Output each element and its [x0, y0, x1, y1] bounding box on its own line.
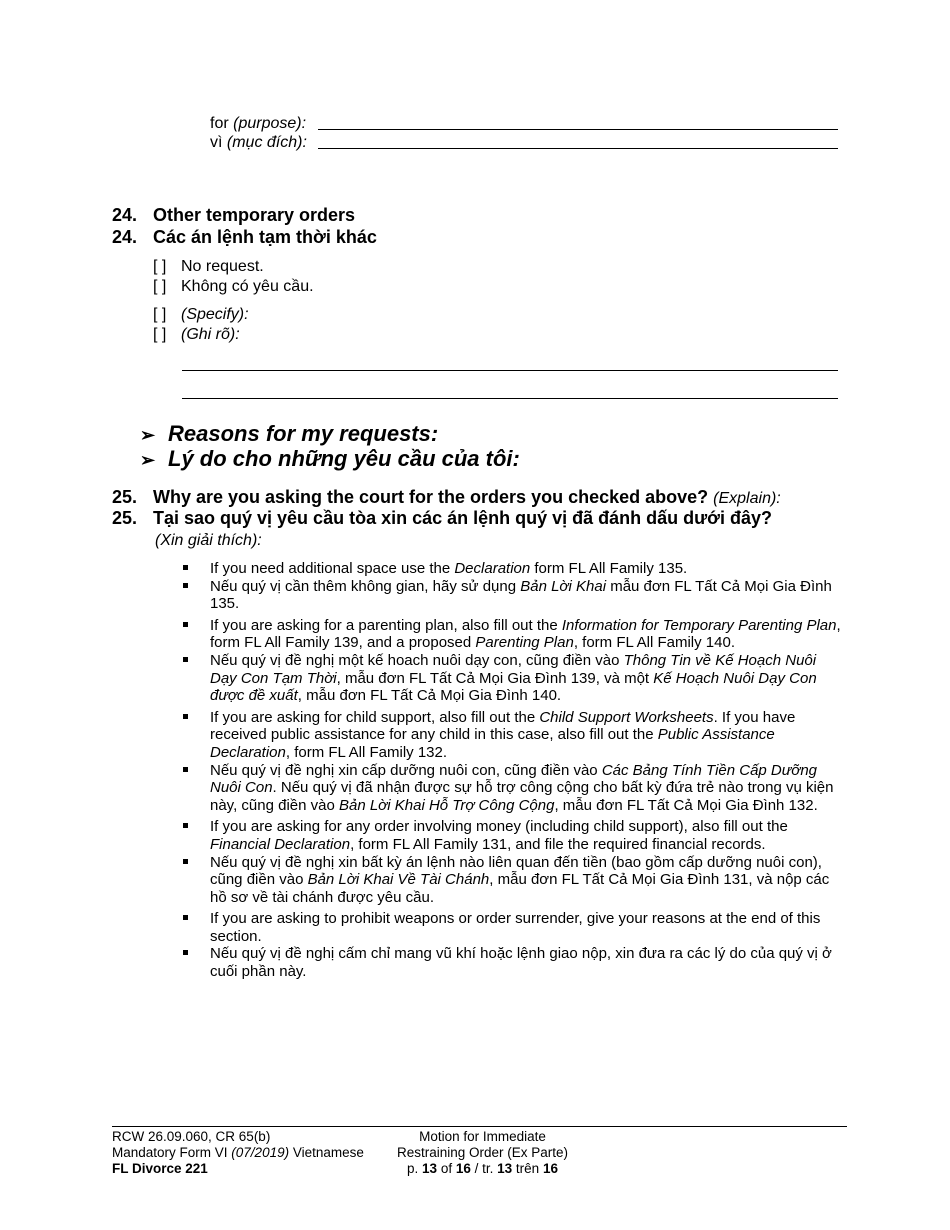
- footer-page-number: [370, 1161, 595, 1177]
- page-num-vi: 13: [497, 1161, 513, 1176]
- purpose-prefix-vi: vì: [210, 134, 227, 151]
- bullet-text: , mẫu đơn FL Tất Cả Mọi Gia Đình 131, và nộp các hồ sơ về tài chánh được yêu cầu.: [210, 871, 830, 906]
- item-25-title-en: [153, 487, 781, 509]
- bullet-italic-text: Parenting Plan: [475, 634, 574, 652]
- bullet-text: . Nếu quý vị đã nhận được sự hỗ trợ công cộng cho bất kỳ đứa trẻ nào trong vụ kiện này, cũng điền vào: [210, 779, 834, 814]
- list-item: [183, 762, 843, 815]
- item-25-explain-vi: (Xin giải thích):: [155, 532, 262, 549]
- bullet-square-icon: [183, 622, 188, 627]
- bullet-square-icon: [183, 767, 188, 772]
- bullet-italic-text: Các Bảng Tính Tiền Cấp Dưỡng Nuôi Con: [210, 761, 818, 797]
- bullet-text: mẫu đơn FL Tất Cả Mọi Gia Đình 135.: [210, 577, 832, 613]
- no-request-checkbox-en[interactable]: [153, 257, 264, 277]
- bullet-text: , form FL All Family 140.: [573, 634, 735, 652]
- item-25-number-en: 25.: [112, 487, 138, 507]
- bullet-square-icon: [183, 859, 188, 864]
- bullet-italic-text: Thông Tin về Kế Hoạch Nuôi Dạy Con Tạm Thời: [210, 651, 817, 687]
- footer-center: [370, 1129, 595, 1177]
- item-25-title-text-en: Why are you asking the court for the orders you checked above?: [153, 487, 709, 507]
- item-24-number-vi: 24.: [112, 227, 138, 247]
- bullet-italic-text: Bản Lời Khai Hỗ Trợ Công Cộng: [338, 796, 555, 814]
- list-item: [183, 560, 843, 578]
- bullet-square-icon: [183, 657, 188, 662]
- list-item: [183, 617, 843, 652]
- bullet-text: , form FL All Family 131, and file the required financial records.: [350, 835, 766, 853]
- purpose-blank-line-en[interactable]: [318, 129, 838, 130]
- bullet-square-icon: [183, 565, 188, 570]
- item-24-title-en: Other temporary orders: [153, 205, 356, 225]
- checkbox-brackets[interactable]: [ ]: [153, 278, 167, 295]
- reasons-heading-text-vi: Lý do cho những yêu cầu của tôi:: [168, 446, 520, 471]
- specify-label-en: (Specify):: [181, 306, 249, 323]
- arrow-bullet-icon: ➢: [140, 450, 156, 470]
- reasons-heading-text-en: Reasons for my requests:: [168, 421, 439, 446]
- bullet-italic-text: Kế Hoạch Nuôi Dạy Con được đề xuất: [210, 669, 817, 705]
- bullet-square-icon: [183, 915, 188, 920]
- page-total-vi: 16: [542, 1161, 558, 1176]
- bullet-text: . If you have received public assistance for any child in this case, also fill out the: [210, 708, 796, 744]
- page-of: of: [437, 1161, 456, 1176]
- footer-form-id: FL Divorce 221: [112, 1161, 208, 1176]
- checkbox-brackets[interactable]: [ ]: [153, 258, 167, 275]
- page-p: p.: [407, 1161, 423, 1176]
- bullet-italic-text: Bản Lời Khai Về Tài Chánh: [307, 871, 490, 889]
- footer-left: [112, 1129, 364, 1177]
- list-item: [183, 709, 843, 762]
- no-request-label-en: No request.: [181, 258, 264, 275]
- bullet-text: , mẫu đơn FL Tất Cả Mọi Gia Đình 139, và một: [336, 669, 654, 687]
- bullet-text: Nếu quý vị đề nghị xin cấp dưỡng nuôi con, cũng điền vào: [210, 761, 602, 779]
- purpose-prefix-en: for: [210, 115, 234, 132]
- bullet-text: Nếu quý vị đề nghị cấm chỉ mang vũ khí hoặc lệnh giao nộp, xin đưa ra các lý do của quý vị ở cuối phần này.: [210, 945, 832, 981]
- purpose-label-en: [210, 114, 306, 133]
- bullet-square-icon: [183, 583, 188, 588]
- bullet-square-icon: [183, 714, 188, 719]
- checkbox-brackets[interactable]: [ ]: [153, 306, 167, 323]
- reasons-heading-vi: [140, 446, 520, 473]
- bullet-text: Nếu quý vị cần thêm không gian, hãy sử dụng: [210, 577, 521, 595]
- item-25-number-vi: 25.: [112, 508, 138, 528]
- bullet-text: , form FL All Family 139, and a proposed: [210, 616, 841, 652]
- bullet-text: Nếu quý vị đề nghị một kế hoach nuôi dạy con, cũng điền vào: [210, 651, 624, 669]
- item-24-number-en: 24.: [112, 205, 138, 225]
- specify-checkbox-en[interactable]: [153, 305, 249, 325]
- bullet-italic-text: Public Assistance Declaration: [210, 726, 775, 761]
- footer-mandatory-prefix: Mandatory Form VI: [112, 1145, 232, 1160]
- bullet-square-icon: [183, 950, 188, 955]
- bullet-italic-text: Bản Lời Khai: [520, 577, 607, 595]
- item-24-title-vi: Các án lệnh tạm thời khác: [153, 227, 377, 247]
- bullet-text: , form FL All Family 132.: [285, 743, 448, 761]
- footer-mandatory-date: (07/2019): [231, 1145, 290, 1160]
- specify-blank-line-1[interactable]: [182, 370, 838, 371]
- footer-title-line2: Restraining Order (Ex Parte): [396, 1145, 569, 1160]
- instructions-list: [183, 560, 843, 981]
- specify-blank-line-2[interactable]: [182, 398, 838, 399]
- bullet-square-icon: [183, 823, 188, 828]
- item-25-explain-en: (Explain):: [713, 490, 781, 507]
- no-request-checkbox-vi[interactable]: [153, 277, 314, 297]
- list-item: [183, 910, 843, 945]
- bullet-text: If you are asking to prohibit weapons or order surrender, give your reasons at the end of this section.: [210, 910, 821, 945]
- page-sep: / tr.: [470, 1161, 498, 1176]
- bullet-italic-text: Child Support Worksheets: [539, 708, 714, 726]
- bullet-text: If you are asking for any order involving money (including child support), also fill out the: [210, 818, 788, 836]
- no-request-label-vi: Không có yêu cầu.: [181, 278, 314, 295]
- list-item: [183, 652, 843, 705]
- list-item: [183, 818, 843, 853]
- footer-mandatory-suffix: Vietnamese: [289, 1145, 364, 1160]
- bullet-text: If you are asking for child support, also fill out the: [210, 708, 540, 726]
- bullet-text: , mẫu đơn FL Tất Cả Mọi Gia Đình 132.: [554, 796, 818, 814]
- bullet-italic-text: Declaration: [454, 560, 531, 577]
- checkbox-brackets[interactable]: [ ]: [153, 326, 167, 343]
- page-total: 16: [455, 1161, 471, 1176]
- page-num: 13: [422, 1161, 438, 1176]
- purpose-blank-line-vi[interactable]: [318, 148, 838, 149]
- bullet-italic-text: Financial Declaration: [210, 835, 351, 853]
- arrow-bullet-icon: ➢: [140, 425, 156, 445]
- bullet-italic-text: Information for Temporary Parenting Plan: [561, 616, 837, 634]
- bullet-text: form FL All Family 135.: [530, 560, 688, 577]
- list-item: [183, 945, 843, 980]
- list-item: [183, 854, 843, 907]
- purpose-italic-en: (purpose):: [233, 115, 307, 132]
- specify-label-vi: (Ghi rõ):: [181, 326, 240, 343]
- purpose-label-vi: [210, 133, 307, 152]
- reasons-heading-en: [140, 421, 438, 448]
- purpose-italic-vi: (mục đích):: [226, 134, 307, 151]
- bullet-text: , mẫu đơn FL Tất Cả Mọi Gia Đình 140.: [297, 687, 562, 705]
- footer-mandatory-form: [112, 1145, 364, 1161]
- footer-title-line1: Motion for Immediate: [419, 1129, 546, 1144]
- bullet-text: If you are asking for a parenting plan, also fill out the: [210, 616, 562, 634]
- specify-checkbox-vi[interactable]: [153, 325, 240, 345]
- bullet-text: Nếu quý vị đề nghị xin bất kỳ án lệnh nào liên quan đến tiền (bao gồm cấp dưỡng nuôi con), cũng điền vào: [210, 853, 822, 889]
- footer-rcw: RCW 26.09.060, CR 65(b): [112, 1129, 271, 1144]
- page-tren: trên: [512, 1161, 543, 1176]
- item-25-title-vi: Tại sao quý vị yêu cầu tòa xin các án lệnh quý vị đã đánh dấu dưới đây?: [153, 508, 772, 528]
- bullet-text: If you need additional space use the: [210, 560, 455, 577]
- list-item: [183, 578, 843, 613]
- footer-divider: [112, 1126, 847, 1127]
